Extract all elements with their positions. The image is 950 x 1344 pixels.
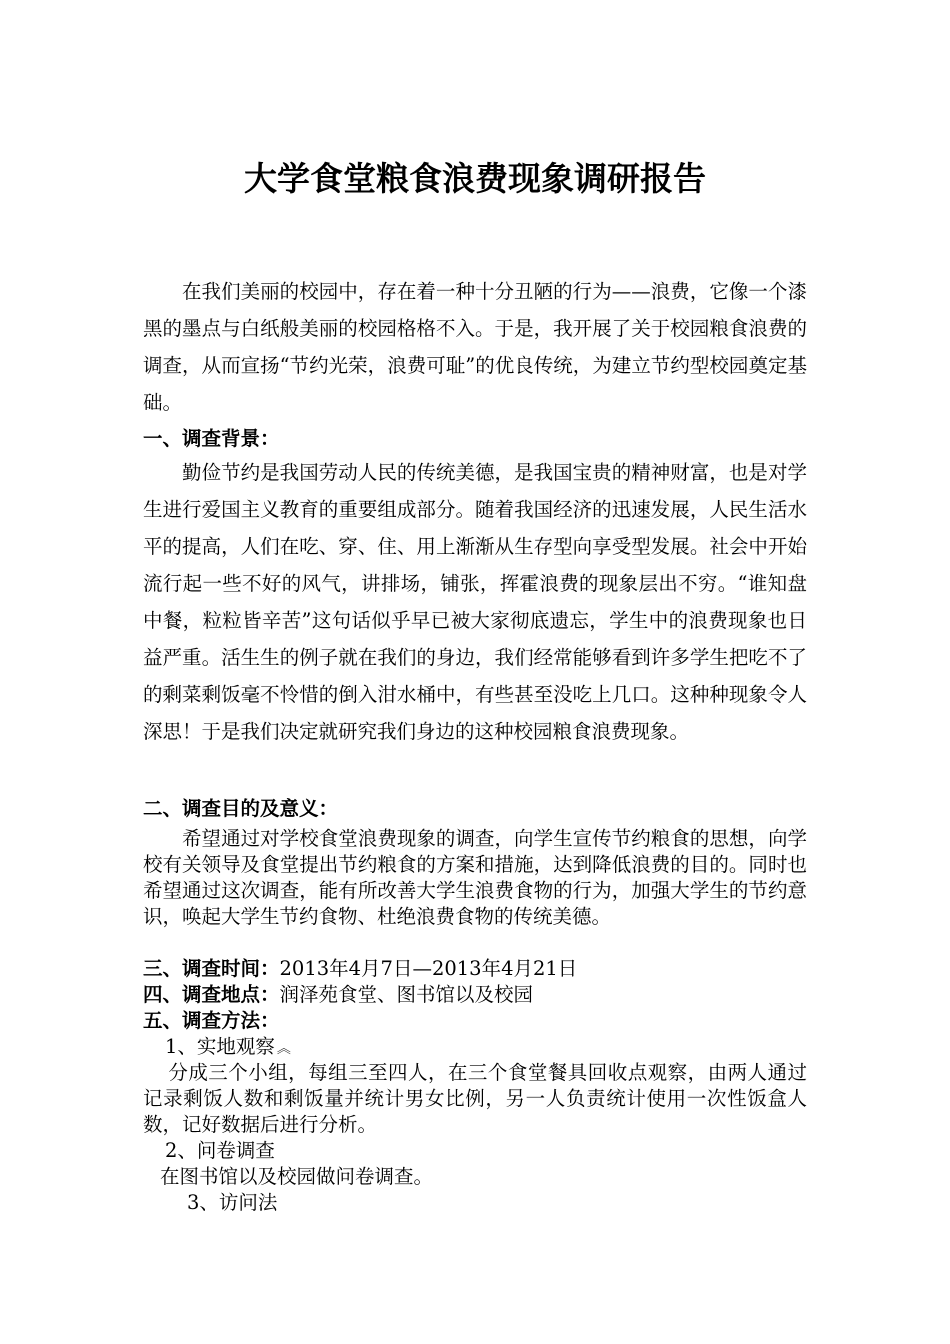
method1-paragraph: 分成三个小组，每组三至四人，在三个食堂餐具回收点观察，由两人通过记录剩饭人数和剩饭量并统计男女比例，另一人负责统计使用一次性饭盒人数，记好数据后进行分析。 [143, 1061, 807, 1136]
page-title: 大学食堂粮食浪费现象调研报告 [244, 159, 706, 198]
method2-paragraph: 在图书馆以及校园做问卷调查。 [160, 1165, 434, 1188]
section2-heading: 二、调查目的及意义： [143, 797, 339, 820]
method1-title-line [165, 1034, 291, 1062]
section5-heading: 五、调查方法： [143, 1009, 280, 1032]
section1-heading: 一、调查背景： [143, 427, 280, 450]
section4-heading: 四、调查地点： [143, 983, 280, 1006]
method2-title: 2、问卷调查 [165, 1139, 275, 1162]
section4-line [143, 982, 533, 1008]
method1-title: 1、实地观察 [165, 1035, 275, 1058]
section1-paragraph: 勤俭节约是我国劳动人民的传统美德，是我国宝贵的精神财富，也是对学生进行爱国主义教育的重要组成部分。随着我国经济的迅速发展，人民生活水平的提高，人们在吃、穿、住、用上渐渐从生存型向享受型发展。社会中开始流行起一些不好的风气，讲排场，铺张，挥霍浪费的现象层出不穷。“谁知盘中餐，粒粒皆辛苦”这句话似乎早已被大家彻底遗忘，学生中的浪费现象也日益严重。活生生的例子就在我们的身边，我们经常能够看到许多学生把吃不了的剩菜剩饭毫不怜惜的倒入泔水桶中，有些甚至没吃上几口。这种种现象令人深思！于是我们决定就研究我们身边的这种校园粮食浪费现象。 [143, 461, 807, 743]
method3-title: 3、访问法 [187, 1191, 278, 1214]
survey-time: 2013年4月7日—2013年4月21日 [279, 957, 578, 980]
section2-paragraph: 希望通过对学校食堂浪费现象的调查，向学生宣传节约粮食的思想，向学校有关领导及食堂提出节约粮食的方案和措施，达到降低浪费的目的。同时也希望通过这次调查，能有所改善大学生浪费食物的行为，加强大学生的节约意识，唤起大学生节约食物、杜绝浪费食物的传统美德。 [143, 827, 807, 928]
section3-line [143, 956, 577, 982]
intro-paragraph: 在我们美丽的校园中，存在着一种十分丑陋的行为——浪费，它像一个漆黑的墨点与白纸般美丽的校园格格不入。于是，我开展了关于校园粮食浪费的调查，从而宣扬“节约光荣，浪费可耻”的优良传统，为建立节约型校园奠定基础。 [143, 280, 807, 414]
survey-location: 润泽苑食堂、图书馆以及校园 [279, 983, 534, 1006]
double-chevron-up-icon: ︽ [276, 1041, 291, 1057]
section3-heading: 三、调查时间： [143, 957, 280, 980]
